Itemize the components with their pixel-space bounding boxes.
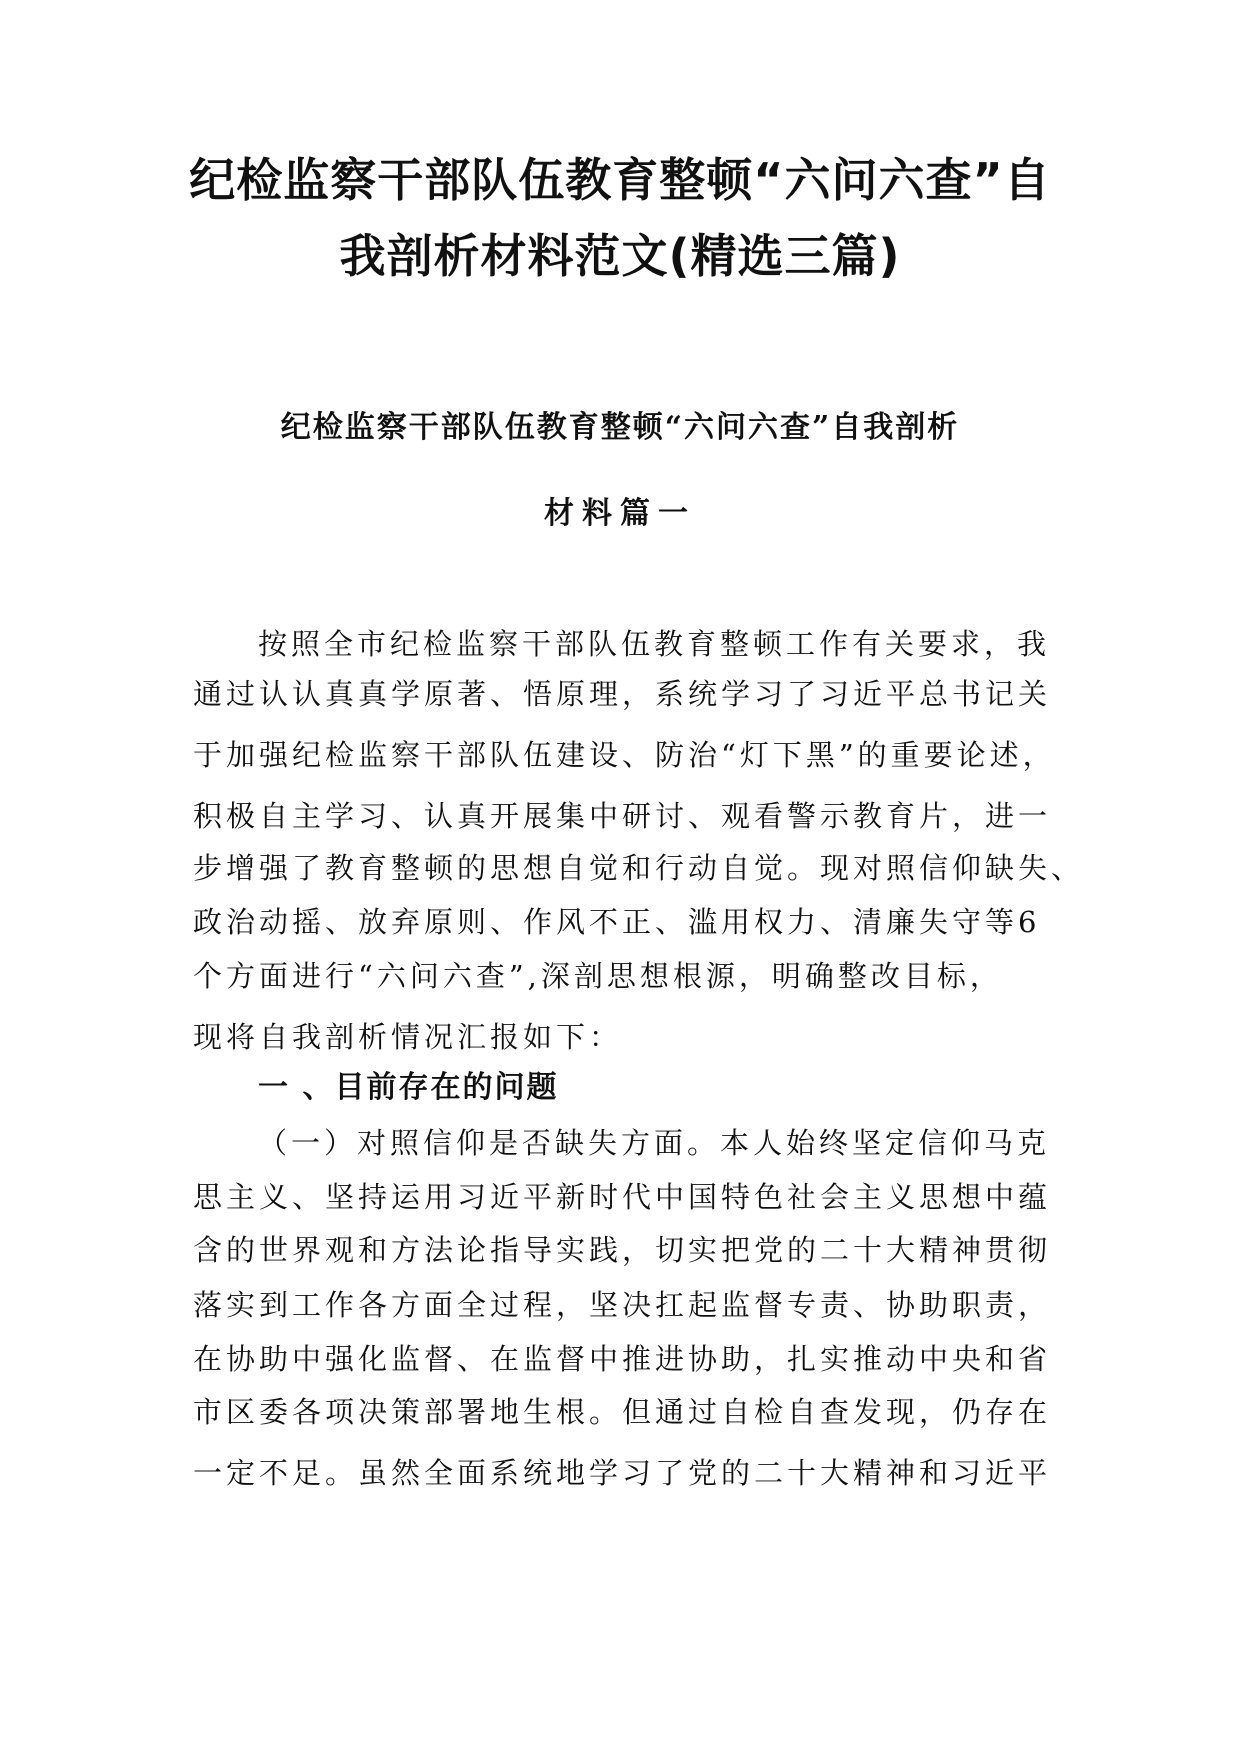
document-title-line-2: 我剖析材料范文(精选三篇) xyxy=(339,229,901,283)
paragraph-line: 通过认认真真学原著、悟原理，系统学习了习近平总书记关 xyxy=(193,677,1052,711)
paragraph-line: 含的世界观和方法论指导实践，切实把党的二十大精神贯彻 xyxy=(193,1233,1052,1267)
section-heading: 一 、目前存在的问题 xyxy=(258,1070,559,1105)
paragraph-line: 落实到工作各方面全过程，坚决扛起监督专责、协助职责， xyxy=(193,1288,1052,1322)
paragraph-line: 政治动摇、放弃原则、作风不正、滥用权力、清廉失守等6 xyxy=(193,905,1041,939)
section-title-line-1: 纪检监察干部队伍教育整顿“六问六查”自我剖析 xyxy=(280,410,960,445)
paragraph-line: 一定不足。虽然全面系统地学习了党的二十大精神和习近平 xyxy=(193,1456,1052,1490)
paragraph-line: 步增强了教育整顿的思想自觉和行动自觉。现对照信仰缺失、 xyxy=(193,851,1085,885)
paragraph-line: 在协助中强化监督、在监督中推进协助，扎实推动中央和省 xyxy=(193,1342,1052,1376)
paragraph-line: 思主义、坚持运用习近平新时代中国特色社会主义思想中蕴 xyxy=(193,1180,1052,1214)
section-title-line-2: 材料篇一 xyxy=(544,496,696,531)
paragraph-line: 积极自主学习、认真开展集中研讨、观看警示教育片，进一 xyxy=(193,799,1052,833)
document-title-line-1: 纪检监察干部队伍教育整顿“六问六查”自 xyxy=(189,153,1051,207)
paragraph-line: 市区委各项决策部署地生根。但通过自检自查发现，仍存在 xyxy=(193,1395,1052,1429)
paragraph-line: 个方面进行“六问六查”,深剖思想根源，明确整改目标， xyxy=(193,959,1003,993)
paragraph-line: 按照全市纪检监察干部队伍教育整顿工作有关要求，我 xyxy=(258,627,1051,661)
paragraph-line: 于加强纪检监察干部队伍建设、防治“灯下黑”的重要论述， xyxy=(193,738,1056,772)
paragraph-line: 现将自我剖析情况汇报如下： xyxy=(193,1020,623,1054)
paragraph-line: （一）对照信仰是否缺失方面。本人始终坚定信仰马克 xyxy=(258,1126,1051,1160)
